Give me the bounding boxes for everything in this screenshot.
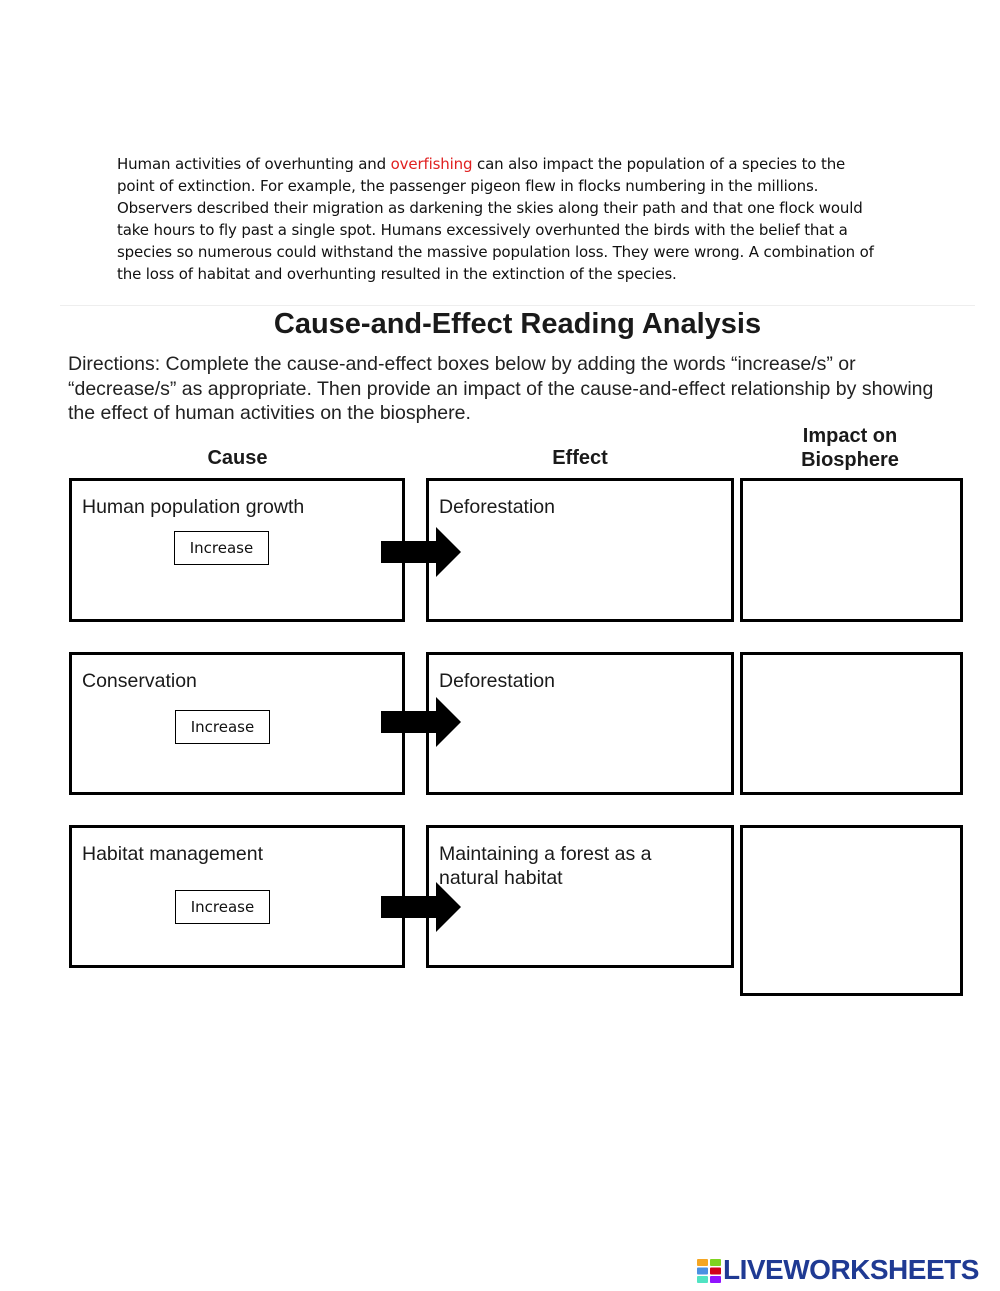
cause-text-1: Human population growth xyxy=(82,496,305,518)
worksheet-directions: Directions: Complete the cause-and-effect boxes below by adding the words “increase/s” or “decrease/s” as appropriate. Then provide an impact of the cause-and-effect relationship by showing the effect of human activities on the biosphere. xyxy=(68,353,934,424)
intro-highlight-word: overfishing xyxy=(390,155,473,173)
column-header-impact: Impact on Biosphere xyxy=(801,425,899,471)
effect-text-2: Deforestation xyxy=(439,670,555,692)
section-divider xyxy=(60,305,975,306)
effect-text-3: Maintaining a forest as a natural habitat xyxy=(439,843,652,889)
column-header-effect: Effect xyxy=(552,447,608,469)
cause-text-3: Habitat management xyxy=(82,843,264,865)
impact-answer-box-3[interactable] xyxy=(740,825,963,996)
answer-field-3[interactable]: Increase xyxy=(175,890,270,924)
logo-grid-icon xyxy=(697,1259,721,1283)
effect-box-1 xyxy=(426,478,734,622)
intro-text-start: Human activities of overhunting and xyxy=(117,155,391,173)
intro-text-end: can also impact the population of a species to the point of extinction. For example, the passenger pigeon flew in flocks numbering in the millions. Observers described their migration as darkening the skies along their path and that one flock would take hours to fly past a single spot. Humans excessively overhunted the birds with the belief that a species so numerous could withstand the massive population loss. They were wrong. A combination of the loss of habitat and overhunting resulted in the extinction of the species. xyxy=(117,155,874,283)
arrow-right-icon xyxy=(381,882,463,932)
effect-box-2 xyxy=(426,652,734,795)
cause-text-2: Conservation xyxy=(82,670,197,692)
logo-text: LIVEWORKSHEETS xyxy=(723,1254,979,1285)
effect-box-3 xyxy=(426,825,734,968)
worksheet-title: Cause-and-Effect Reading Analysis xyxy=(273,308,762,340)
answer-field-2[interactable]: Increase xyxy=(175,710,270,744)
arrow-right-icon xyxy=(381,697,463,747)
impact-answer-box-1[interactable] xyxy=(740,478,963,622)
intro-paragraph xyxy=(117,153,887,285)
column-header-cause: Cause xyxy=(207,447,268,469)
impact-answer-box-2[interactable] xyxy=(740,652,963,795)
effect-text-1: Deforestation xyxy=(439,496,555,518)
arrow-right-icon xyxy=(381,527,463,577)
answer-field-1[interactable]: Increase xyxy=(174,531,269,565)
